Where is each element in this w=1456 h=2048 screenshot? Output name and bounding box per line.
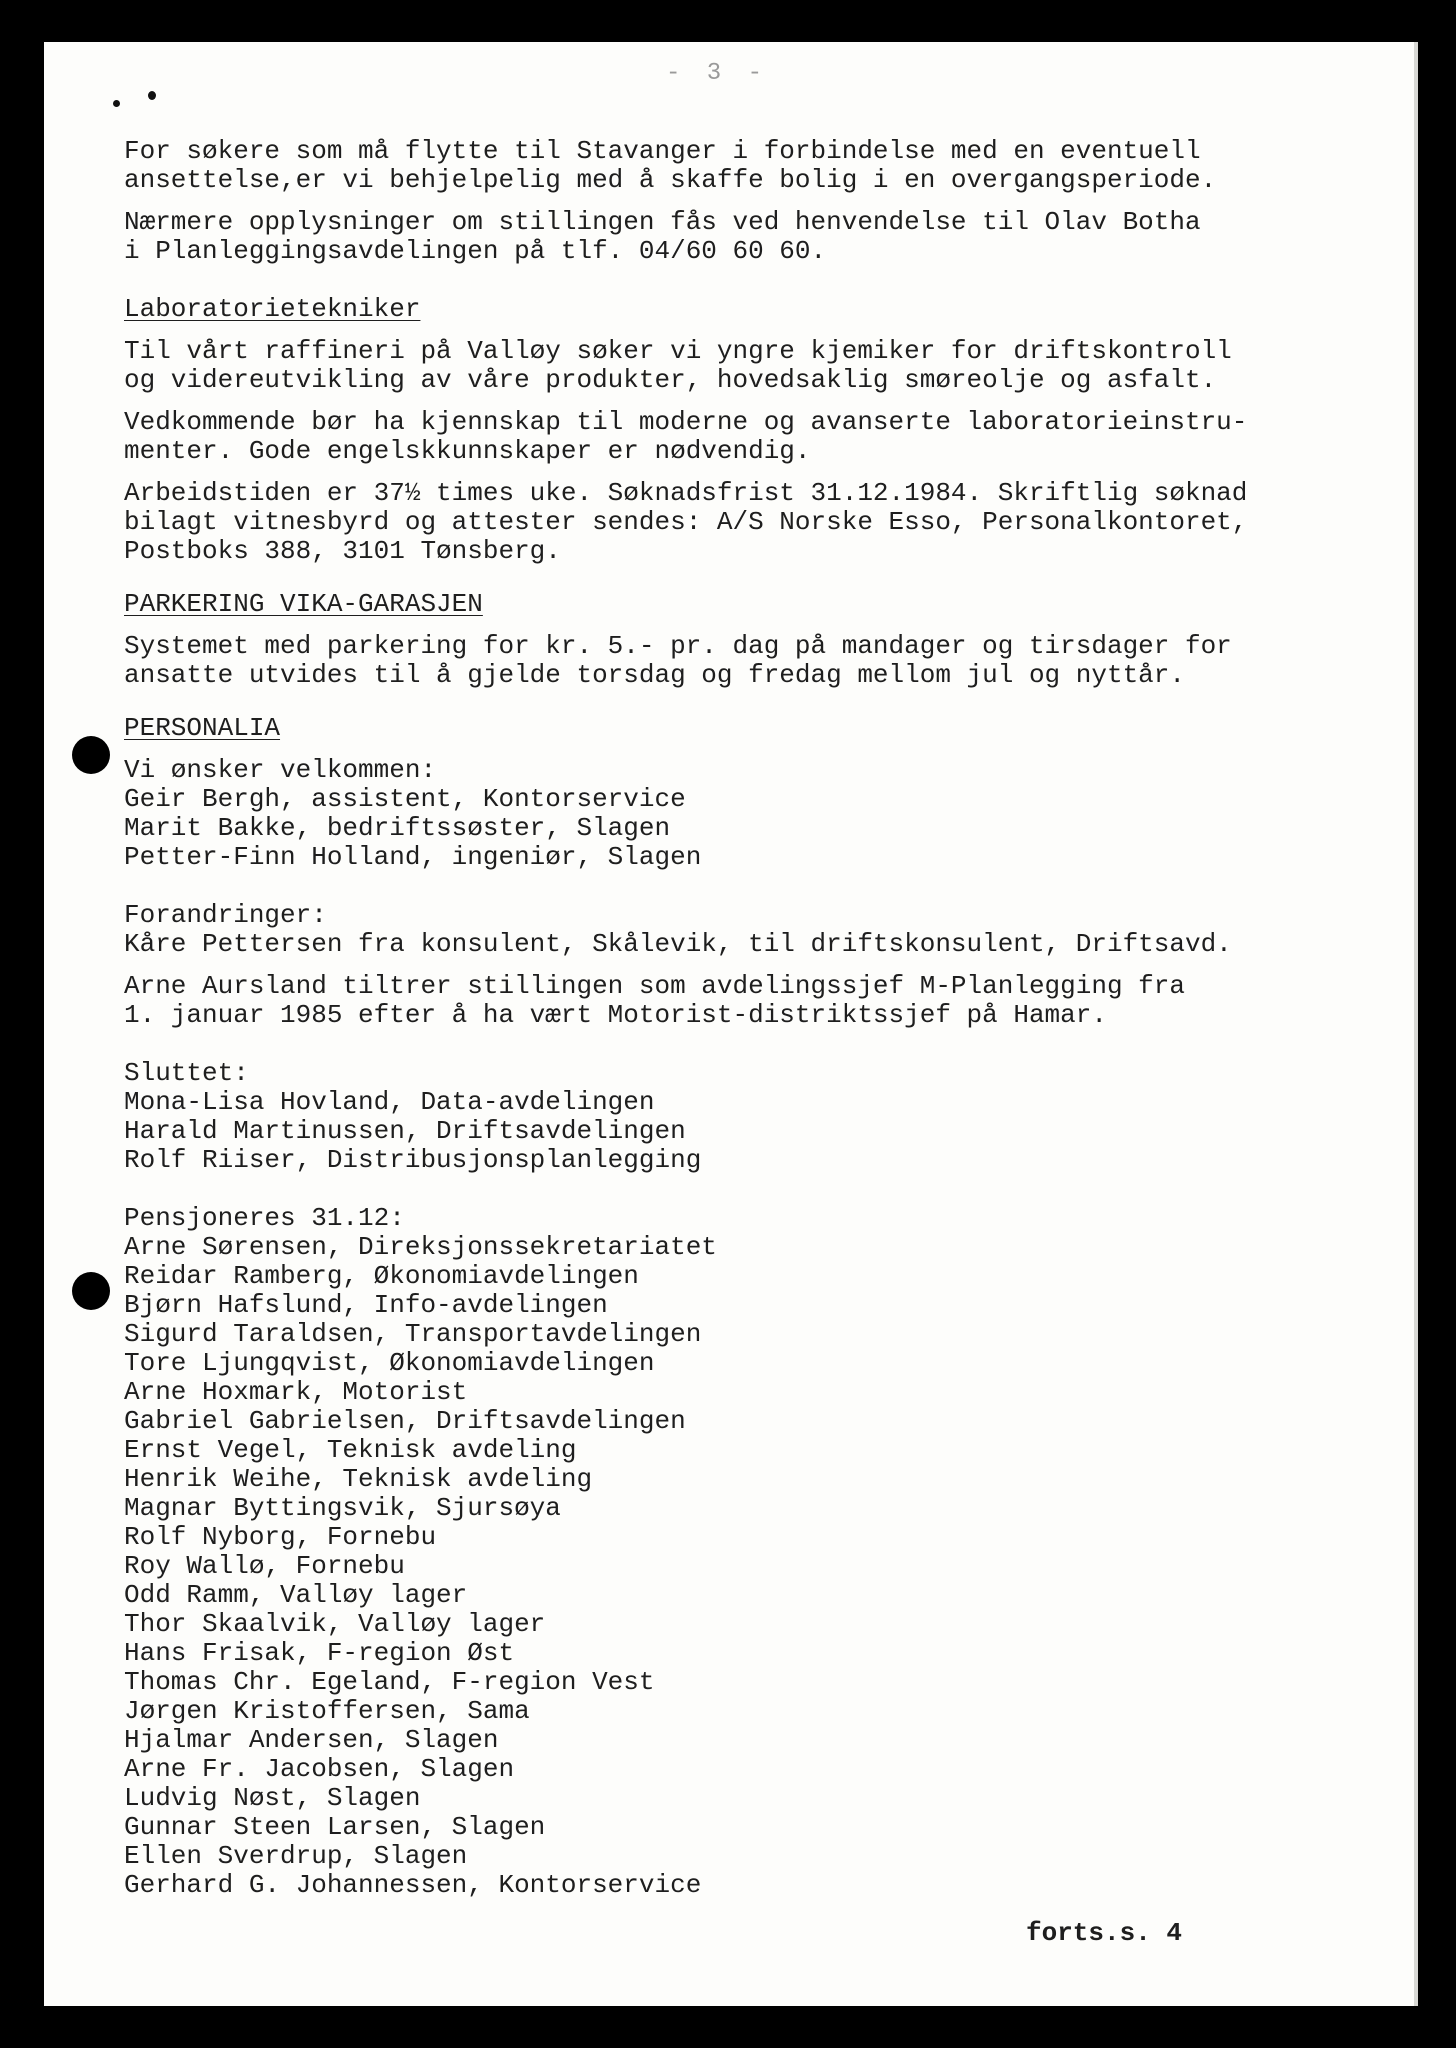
list-item: Hjalmar Andersen, Slagen (124, 1725, 499, 1755)
lab-paragraph-2 (124, 408, 1404, 466)
list-item: Bjørn Hafslund, Info-avdelingen (124, 1290, 608, 1320)
list-item: Gabriel Gabrielsen, Driftsavdelingen (124, 1406, 686, 1436)
lab-paragraph-1 (124, 337, 1404, 395)
text-line: menter. Gode engelskkunnskaper er nødvendig. (124, 436, 811, 466)
quit-list (124, 1088, 1404, 1175)
text-line: ansatte utvides til å gjelde torsdag og fredag mellom jul og nyttår. (124, 660, 1185, 690)
retire-list (124, 1233, 1404, 1900)
intro-paragraph-1 (124, 137, 1404, 195)
list-item: Hans Frisak, F-region Øst (124, 1638, 515, 1668)
list-item: Rolf Riiser, Distribusjonsplanlegging (124, 1145, 702, 1175)
text-line: ansettelse,er vi behjelpelig med å skaffe bolig i en overgangsperiode. (124, 165, 1217, 195)
list-item: Magnar Byttingsvik, Sjursøya (124, 1493, 561, 1523)
text-line: Nærmere opplysninger om stillingen fås ved henvendelse til Olav Botha (124, 207, 1201, 237)
list-item: Mona-Lisa Hovland, Data-avdelingen (124, 1087, 655, 1117)
section-heading-parking: PARKERING VIKA-GARASJEN (124, 589, 483, 619)
text-line: Til vårt raffineri på Valløy søker vi yngre kjemiker for driftskontroll (124, 336, 1232, 366)
list-item: Gerhard G. Johannessen, Kontorservice (124, 1870, 702, 1900)
list-item: Henrik Weihe, Teknisk avdeling (124, 1464, 593, 1494)
intro-paragraph-2 (124, 208, 1404, 266)
section-heading-personalia: PERSONALIA (124, 713, 281, 743)
list-item: Ellen Sverdrup, Slagen (124, 1841, 468, 1871)
list-item: Arne Fr. Jacobsen, Slagen (124, 1754, 515, 1784)
text-line: Kåre Pettersen fra konsulent, Skålevik, til driftskonsulent, Driftsavd. (124, 929, 1232, 959)
list-item: Roy Wallø, Fornebu (124, 1551, 405, 1581)
list-item: Tore Ljungqvist, Økonomiavdelingen (124, 1348, 655, 1378)
list-item: Arne Hoxmark, Motorist (124, 1377, 468, 1407)
text-line: Systemet med parkering for kr. 5.- pr. dag på mandager og tirsdager for (124, 631, 1232, 661)
page-number: - 3 - (666, 60, 769, 87)
section-heading-lab: Laboratorietekniker (124, 294, 421, 324)
list-item: Harald Martinussen, Driftsavdelingen (124, 1116, 686, 1146)
ink-speck (148, 91, 156, 100)
welcome-title: Vi ønsker velkommen: (124, 755, 437, 785)
list-item: Thor Skaalvik, Valløy lager (124, 1609, 546, 1639)
list-item: Gunnar Steen Larsen, Slagen (124, 1812, 546, 1842)
list-item: Sigurd Taraldsen, Transportavdelingen (124, 1319, 702, 1349)
list-item: Arne Sørensen, Direksjonssekretariatet (124, 1232, 717, 1262)
welcome-list (124, 785, 1404, 872)
continued-note: forts.s. 4 (1026, 1918, 1183, 1948)
list-item: Ludvig Nøst, Slagen (124, 1783, 421, 1813)
quit-title: Sluttet: (124, 1058, 249, 1088)
text-line: Vedkommende bør ha kjennskap til moderne og avanserte laboratorieinstru- (124, 407, 1248, 437)
list-item: Rolf Nyborg, Fornebu (124, 1522, 437, 1552)
document-page (44, 42, 1418, 2006)
text-line: Arbeidstiden er 37½ times uke. Søknadsfrist 31.12.1984. Skriftlig søknad (124, 478, 1248, 508)
text-line: Postboks 388, 3101 Tønsberg. (124, 536, 561, 566)
text-line: For søkere som må flytte til Stavanger i forbindelse med en eventuell (124, 136, 1201, 166)
list-item: Jørgen Kristoffersen, Sama (124, 1696, 530, 1726)
changes-title: Forandringer: (124, 900, 327, 930)
changes-paragraph-2 (124, 972, 1404, 1030)
list-item: Ernst Vegel, Teknisk avdeling (124, 1435, 577, 1465)
list-item: Geir Bergh, assistent, Kontorservice (124, 784, 686, 814)
text-line: og videreutvikling av våre produkter, hovedsaklig smøreolje og asfalt. (124, 365, 1217, 395)
punch-hole (72, 1272, 110, 1310)
punch-hole (72, 736, 110, 774)
list-item: Odd Ramm, Valløy lager (124, 1580, 468, 1610)
list-item: Thomas Chr. Egeland, F-region Vest (124, 1667, 655, 1697)
page-edge (1414, 42, 1418, 2006)
document-body (124, 137, 1404, 1900)
text-line: 1. januar 1985 efter å ha vært Motorist-distriktssjef på Hamar. (124, 1000, 1107, 1030)
ink-speck (113, 100, 120, 107)
text-line: bilagt vitnesbyrd og attester sendes: A/S Norske Esso, Personalkontoret, (124, 507, 1248, 537)
list-item: Marit Bakke, bedriftssøster, Slagen (124, 813, 671, 843)
text-line: i Planleggingsavdelingen på tlf. 04/60 60 60. (124, 236, 827, 266)
list-item: Petter-Finn Holland, ingeniør, Slagen (124, 842, 702, 872)
list-item: Reidar Ramberg, Økonomiavdelingen (124, 1261, 639, 1291)
lab-paragraph-3 (124, 479, 1404, 566)
text-line: Arne Aursland tiltrer stillingen som avdelingssjef M-Planlegging fra (124, 971, 1185, 1001)
parking-paragraph (124, 632, 1404, 690)
retire-title: Pensjoneres 31.12: (124, 1203, 405, 1233)
